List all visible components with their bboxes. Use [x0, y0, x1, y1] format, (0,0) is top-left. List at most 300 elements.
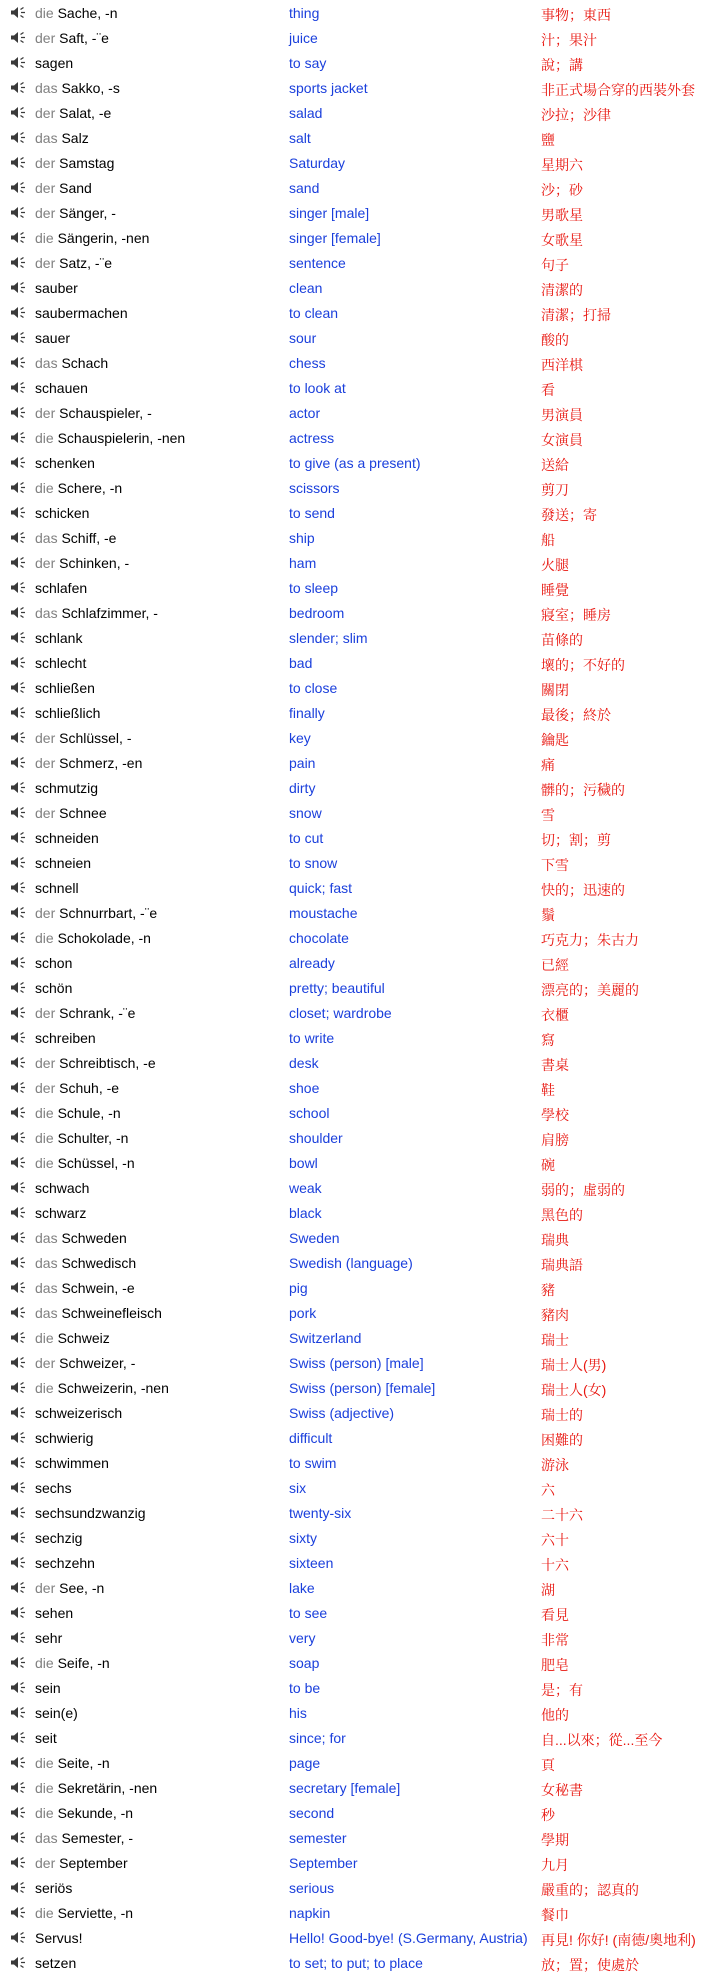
english-translation: to snow	[289, 855, 338, 871]
list-item	[0, 1550, 720, 1575]
speaker-icon[interactable]	[10, 6, 28, 19]
speaker-icon[interactable]	[10, 356, 28, 369]
english-translation: to give (as a present)	[289, 455, 421, 471]
english-translation: closet; wardrobe	[289, 1005, 392, 1021]
german-word: Schauspieler, -	[59, 405, 152, 421]
speaker-icon[interactable]	[10, 1681, 28, 1694]
chinese-translation: 女秘書	[541, 1782, 583, 1798]
speaker-icon[interactable]	[10, 1181, 28, 1194]
chinese-translation: 二十六	[541, 1507, 583, 1523]
german-term	[35, 1305, 162, 1321]
speaker-icon[interactable]	[10, 1381, 28, 1394]
chinese-translation: 切；割；剪	[541, 832, 611, 848]
article: der	[35, 30, 60, 46]
speaker-icon[interactable]	[10, 931, 28, 944]
article: der	[35, 730, 60, 746]
german-term	[35, 1755, 110, 1771]
german-word: Schlafzimmer, -	[61, 605, 158, 621]
german-word: schauen	[35, 380, 88, 396]
german-word: Sakko, -s	[61, 80, 120, 96]
english-translation: desk	[289, 1055, 319, 1071]
speaker-icon[interactable]	[10, 1606, 28, 1619]
speaker-icon[interactable]	[10, 331, 28, 344]
speaker-icon[interactable]	[10, 731, 28, 744]
german-word: schicken	[35, 505, 90, 521]
speaker-icon[interactable]	[10, 606, 28, 619]
german-word: Sängerin, -nen	[57, 230, 150, 246]
speaker-icon[interactable]	[10, 1906, 28, 1919]
german-term	[35, 980, 72, 996]
chinese-translation: 送給	[541, 457, 569, 473]
german-word: schneiden	[35, 830, 99, 846]
list-item	[0, 525, 720, 550]
list-item	[0, 825, 720, 850]
article: der	[35, 1580, 60, 1596]
speaker-icon[interactable]	[10, 1531, 28, 1544]
german-term	[35, 405, 152, 421]
list-item	[0, 0, 720, 25]
german-term	[35, 805, 107, 821]
english-translation: napkin	[289, 1905, 331, 1921]
german-term	[35, 780, 98, 796]
english-translation: already	[289, 955, 335, 971]
chinese-translation: 船	[541, 532, 555, 548]
list-item	[0, 1800, 720, 1825]
german-word: Schiff, -e	[61, 530, 117, 546]
article: das	[35, 1280, 62, 1296]
chinese-translation: 雪	[541, 807, 555, 823]
english-translation: shoe	[289, 1080, 320, 1096]
german-word: sechzehn	[35, 1555, 95, 1571]
german-term	[35, 655, 86, 671]
german-word: schließlich	[35, 705, 101, 721]
list-item	[0, 775, 720, 800]
speaker-icon[interactable]	[10, 1956, 28, 1969]
english-translation: black	[289, 1205, 322, 1221]
german-term	[35, 1030, 96, 1046]
english-translation: to be	[289, 1680, 321, 1696]
speaker-icon[interactable]	[10, 56, 28, 69]
speaker-icon[interactable]	[10, 1306, 28, 1319]
german-word: Schmerz, -en	[59, 755, 143, 771]
chinese-translation: 肩膀	[541, 1132, 569, 1148]
speaker-icon[interactable]	[10, 1406, 28, 1419]
speaker-icon[interactable]	[10, 806, 28, 819]
german-word: schließen	[35, 680, 95, 696]
list-item	[0, 1675, 720, 1700]
chinese-translation: 睡覺	[541, 582, 569, 598]
chinese-translation: 壞的；不好的	[541, 657, 625, 673]
german-term	[35, 1705, 78, 1721]
german-term	[35, 1205, 86, 1221]
article: der	[35, 905, 60, 921]
chinese-translation: 他的	[541, 1707, 569, 1723]
german-term	[35, 1455, 109, 1471]
german-term	[35, 1830, 133, 1846]
german-term	[35, 730, 131, 746]
list-item	[0, 350, 720, 375]
speaker-icon[interactable]	[10, 1556, 28, 1569]
german-term	[35, 905, 157, 921]
english-translation: Saturday	[289, 155, 346, 171]
speaker-icon[interactable]	[10, 1031, 28, 1044]
german-term	[35, 155, 114, 171]
article: das	[35, 1230, 62, 1246]
speaker-icon[interactable]	[10, 831, 28, 844]
chinese-translation: 瑞士人(女)	[541, 1382, 607, 1398]
german-word: Schweizer, -	[59, 1355, 136, 1371]
english-translation: thing	[289, 5, 320, 21]
chinese-translation: 黑色的	[541, 1207, 583, 1223]
german-term	[35, 1630, 62, 1646]
speaker-icon[interactable]	[10, 1506, 28, 1519]
speaker-icon[interactable]	[10, 956, 28, 969]
article: das	[35, 355, 62, 371]
german-term	[35, 930, 151, 946]
chinese-translation: 學期	[541, 1832, 569, 1848]
english-translation: sand	[289, 180, 320, 196]
speaker-icon[interactable]	[10, 706, 28, 719]
speaker-icon[interactable]	[10, 656, 28, 669]
german-word: schnell	[35, 880, 79, 896]
list-item	[0, 1700, 720, 1725]
german-term	[35, 1005, 135, 1021]
speaker-icon[interactable]	[10, 1006, 28, 1019]
german-term	[35, 1905, 133, 1921]
english-translation: to clean	[289, 305, 339, 321]
list-item	[0, 1050, 720, 1075]
speaker-icon[interactable]	[10, 431, 28, 444]
german-word: Samstag	[59, 155, 115, 171]
speaker-icon[interactable]	[10, 81, 28, 94]
german-word: Serviette, -n	[57, 1905, 134, 1921]
speaker-icon[interactable]	[10, 1781, 28, 1794]
german-term	[35, 1505, 146, 1521]
chinese-translation: 瑞士的	[541, 1407, 583, 1423]
article: die	[35, 1155, 58, 1171]
english-translation: singer [male]	[289, 205, 370, 221]
german-word: Schnurrbart, -¨e	[59, 905, 158, 921]
english-translation: to swim	[289, 1455, 337, 1471]
chinese-translation: 豬肉	[541, 1307, 569, 1323]
german-word: Schokolade, -n	[57, 930, 151, 946]
german-word: Schwein, -e	[61, 1280, 135, 1296]
english-translation: ship	[289, 530, 315, 546]
speaker-icon[interactable]	[10, 206, 28, 219]
chinese-translation: 清潔；打掃	[541, 307, 611, 323]
chinese-translation: 十六	[541, 1557, 569, 1573]
list-item	[0, 325, 720, 350]
german-term	[35, 130, 89, 146]
german-word: schwach	[35, 1180, 90, 1196]
german-term	[35, 1855, 128, 1871]
english-translation: actor	[289, 405, 321, 421]
list-item	[0, 900, 720, 925]
english-translation: pork	[289, 1305, 317, 1321]
speaker-icon[interactable]	[10, 1081, 28, 1094]
speaker-icon[interactable]	[10, 881, 28, 894]
german-term	[35, 180, 92, 196]
article: das	[35, 1255, 62, 1271]
english-translation: Swiss (person) [female]	[289, 1380, 436, 1396]
speaker-icon[interactable]	[10, 681, 28, 694]
list-item	[0, 875, 720, 900]
speaker-icon[interactable]	[10, 1481, 28, 1494]
chinese-translation: 女歌星	[541, 232, 583, 248]
speaker-icon[interactable]	[10, 1431, 28, 1444]
speaker-icon[interactable]	[10, 1256, 28, 1269]
chinese-translation: 湖	[541, 1582, 555, 1598]
speaker-icon[interactable]	[10, 306, 28, 319]
list-item	[0, 450, 720, 475]
english-translation: pain	[289, 755, 316, 771]
speaker-icon[interactable]	[10, 581, 28, 594]
english-translation: bedroom	[289, 605, 345, 621]
german-term	[35, 1880, 72, 1896]
german-word: schon	[35, 955, 73, 971]
chinese-translation: 女演員	[541, 432, 583, 448]
german-word: schreiben	[35, 1030, 96, 1046]
list-item	[0, 75, 720, 100]
speaker-icon[interactable]	[10, 381, 28, 394]
list-item	[0, 950, 720, 975]
english-translation: moustache	[289, 905, 358, 921]
chinese-translation: 酸的	[541, 332, 569, 348]
german-term	[35, 205, 116, 221]
english-translation: pig	[289, 1280, 308, 1296]
speaker-icon[interactable]	[10, 256, 28, 269]
german-word: sauber	[35, 280, 78, 296]
speaker-icon[interactable]	[10, 1231, 28, 1244]
chinese-translation: 看見	[541, 1607, 569, 1623]
english-translation: clean	[289, 280, 323, 296]
english-translation: sentence	[289, 255, 346, 271]
chinese-translation: 星期六	[541, 157, 583, 173]
speaker-icon[interactable]	[10, 481, 28, 494]
chinese-translation: 秒	[541, 1807, 555, 1823]
english-translation: bowl	[289, 1155, 318, 1171]
german-word: Schrank, -¨e	[59, 1005, 136, 1021]
speaker-icon[interactable]	[10, 506, 28, 519]
german-term	[35, 1330, 110, 1346]
german-term	[35, 705, 100, 721]
english-translation: Swiss (adjective)	[289, 1405, 395, 1421]
speaker-icon[interactable]	[10, 1856, 28, 1869]
speaker-icon[interactable]	[10, 1456, 28, 1469]
list-item	[0, 250, 720, 275]
chinese-translation: 頁	[541, 1757, 555, 1773]
speaker-icon[interactable]	[10, 1131, 28, 1144]
list-item	[0, 300, 720, 325]
german-term	[35, 830, 99, 846]
german-word: schwimmen	[35, 1455, 109, 1471]
german-term	[35, 1080, 119, 1096]
speaker-icon[interactable]	[10, 231, 28, 244]
chinese-translation: 沙拉；沙律	[541, 107, 611, 123]
list-item	[0, 200, 720, 225]
chinese-translation: 非正式場合穿的西裝外套	[541, 82, 695, 98]
speaker-icon[interactable]	[10, 1706, 28, 1719]
speaker-icon[interactable]	[10, 1056, 28, 1069]
german-word: Schinken, -	[59, 555, 130, 571]
chinese-translation: 餐巾	[541, 1907, 569, 1923]
speaker-icon[interactable]	[10, 1756, 28, 1769]
german-word: Schwedisch	[61, 1255, 137, 1271]
german-word: schweizerisch	[35, 1405, 123, 1421]
speaker-icon[interactable]	[10, 1806, 28, 1819]
chinese-translation: 衣櫃	[541, 1007, 569, 1023]
speaker-icon[interactable]	[10, 631, 28, 644]
english-translation: weak	[289, 1180, 322, 1196]
chinese-translation: 肥皂	[541, 1657, 569, 1673]
german-term	[35, 1930, 82, 1946]
speaker-icon[interactable]	[10, 1731, 28, 1744]
german-term	[35, 955, 72, 971]
german-term	[35, 1155, 135, 1171]
english-translation: soap	[289, 1655, 320, 1671]
list-item	[0, 1575, 720, 1600]
speaker-icon[interactable]	[10, 981, 28, 994]
list-item	[0, 1850, 720, 1875]
speaker-icon[interactable]	[10, 281, 28, 294]
chinese-translation: 西洋棋	[541, 357, 583, 373]
english-translation: to set; to put; to place	[289, 1955, 423, 1971]
speaker-icon[interactable]	[10, 556, 28, 569]
list-item	[0, 625, 720, 650]
list-item	[0, 500, 720, 525]
german-word: seit	[35, 1730, 57, 1746]
german-term	[35, 1380, 169, 1396]
speaker-icon[interactable]	[10, 31, 28, 44]
english-translation: sixty	[289, 1530, 317, 1546]
german-word: Salz	[61, 130, 89, 146]
speaker-icon[interactable]	[10, 756, 28, 769]
list-item	[0, 1000, 720, 1025]
english-translation: shoulder	[289, 1130, 343, 1146]
german-word: saubermachen	[35, 305, 128, 321]
german-term	[35, 1955, 76, 1971]
english-translation: key	[289, 730, 311, 746]
list-item	[0, 575, 720, 600]
speaker-icon[interactable]	[10, 156, 28, 169]
speaker-icon[interactable]	[10, 406, 28, 419]
speaker-icon[interactable]	[10, 1356, 28, 1369]
speaker-icon[interactable]	[10, 1331, 28, 1344]
speaker-icon[interactable]	[10, 906, 28, 919]
speaker-icon[interactable]	[10, 181, 28, 194]
german-word: seriös	[35, 1880, 73, 1896]
chinese-translation: 髒的；污穢的	[541, 782, 625, 798]
list-item	[0, 1025, 720, 1050]
speaker-icon[interactable]	[10, 1931, 28, 1944]
german-term	[35, 5, 118, 21]
speaker-icon[interactable]	[10, 856, 28, 869]
speaker-icon[interactable]	[10, 106, 28, 119]
speaker-icon[interactable]	[10, 1581, 28, 1594]
list-item	[0, 750, 720, 775]
english-translation: serious	[289, 1880, 335, 1896]
german-term	[35, 80, 120, 96]
german-term	[35, 305, 128, 321]
list-item	[0, 1300, 720, 1325]
article: der	[35, 805, 60, 821]
german-word: Schach	[61, 355, 109, 371]
german-word: schön	[35, 980, 73, 996]
english-translation: sports jacket	[289, 80, 368, 96]
list-item	[0, 1350, 720, 1375]
article: die	[35, 1105, 58, 1121]
speaker-icon[interactable]	[10, 131, 28, 144]
article: die	[35, 1655, 58, 1671]
chinese-translation: 鹽	[541, 132, 555, 148]
chinese-translation: 六十	[541, 1532, 569, 1548]
german-word: Servus!	[35, 1930, 83, 1946]
speaker-icon[interactable]	[10, 1831, 28, 1844]
german-word: Sekretärin, -nen	[57, 1780, 158, 1796]
german-term	[35, 855, 91, 871]
speaker-icon[interactable]	[10, 1156, 28, 1169]
article: der	[35, 1055, 60, 1071]
speaker-icon[interactable]	[10, 456, 28, 469]
german-term	[35, 1805, 133, 1821]
speaker-icon[interactable]	[10, 781, 28, 794]
speaker-icon[interactable]	[10, 1881, 28, 1894]
speaker-icon[interactable]	[10, 531, 28, 544]
speaker-icon[interactable]	[10, 1656, 28, 1669]
chinese-translation: 最後；終於	[541, 707, 611, 723]
list-item	[0, 975, 720, 1000]
speaker-icon[interactable]	[10, 1106, 28, 1119]
list-item	[0, 1525, 720, 1550]
german-word: Sänger, -	[59, 205, 116, 221]
list-item	[0, 1275, 720, 1300]
english-translation: sixteen	[289, 1555, 334, 1571]
chinese-translation: 瑞典	[541, 1232, 569, 1248]
chinese-translation: 六	[541, 1482, 555, 1498]
list-item	[0, 1225, 720, 1250]
german-term	[35, 1405, 122, 1421]
english-translation: salt	[289, 130, 311, 146]
article: der	[35, 205, 60, 221]
chinese-translation: 鬚	[541, 907, 555, 923]
english-translation: ham	[289, 555, 317, 571]
english-translation: Sweden	[289, 1230, 340, 1246]
list-item	[0, 1375, 720, 1400]
speaker-icon[interactable]	[10, 1206, 28, 1219]
german-term	[35, 330, 70, 346]
chinese-translation: 句子	[541, 257, 569, 273]
list-item	[0, 1625, 720, 1650]
list-item	[0, 475, 720, 500]
list-item	[0, 225, 720, 250]
article: der	[35, 555, 60, 571]
speaker-icon[interactable]	[10, 1281, 28, 1294]
chinese-translation: 剪刀	[541, 482, 569, 498]
german-word: sagen	[35, 55, 74, 71]
list-item	[0, 925, 720, 950]
german-word: sehen	[35, 1605, 74, 1621]
german-word: sauer	[35, 330, 71, 346]
list-item	[0, 1600, 720, 1625]
german-word: Seife, -n	[57, 1655, 110, 1671]
list-item	[0, 1950, 720, 1975]
speaker-icon[interactable]	[10, 1631, 28, 1644]
german-term	[35, 280, 78, 296]
chinese-translation: 書桌	[541, 1057, 569, 1073]
article: die	[35, 930, 58, 946]
german-term	[35, 680, 95, 696]
german-word: Schweizerin, -nen	[57, 1380, 169, 1396]
